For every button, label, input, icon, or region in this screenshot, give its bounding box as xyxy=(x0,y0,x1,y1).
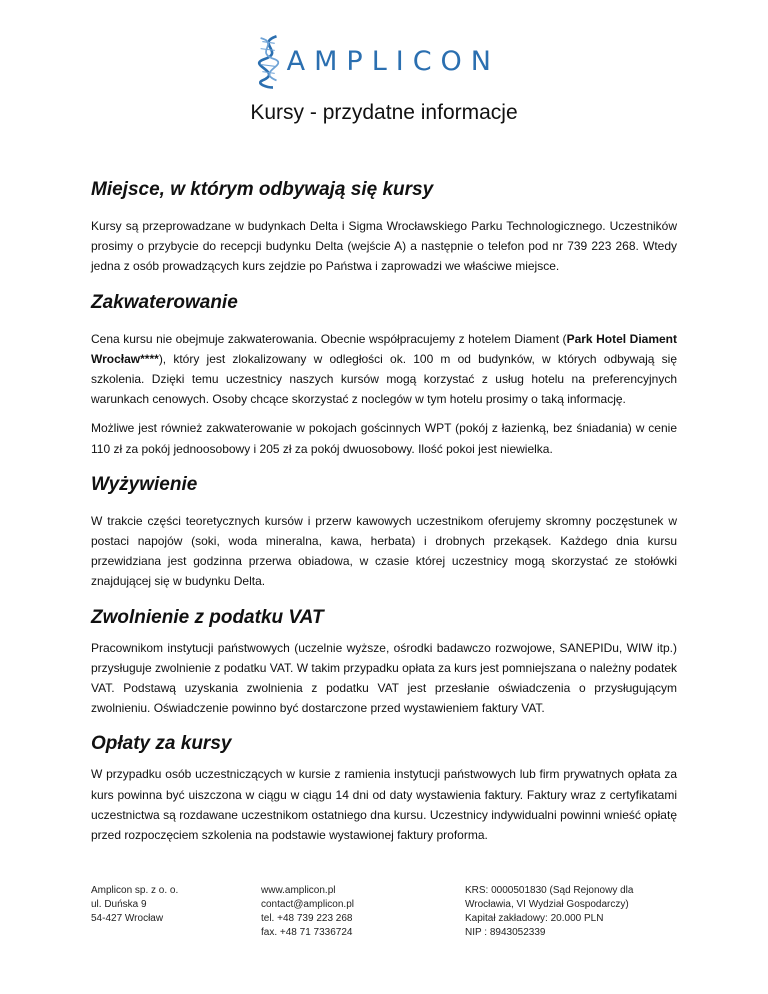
section-heading: Miejsce, w którym odbywają się kursy xyxy=(91,179,434,200)
footer-email-link[interactable]: contact@amplicon.pl xyxy=(261,899,354,910)
footer-line: Amplicon sp. z o. o. xyxy=(91,885,179,896)
footer-line: NIP : 8943052339 xyxy=(465,927,546,938)
text-run: Cena kursu nie obejmuje zakwaterowania. Obecnie współpracujemy z hotelem Diament ( xyxy=(91,331,567,346)
section-heading: Zakwaterowanie xyxy=(91,291,238,313)
section-fees xyxy=(91,732,677,845)
dna-helix-icon xyxy=(250,29,291,93)
section-heading: Zwolnienie z podatku VAT xyxy=(91,606,324,628)
section-catering xyxy=(91,473,677,592)
footer-company xyxy=(91,884,178,926)
text-run: ), który jest zlokalizowany w odległości ok. 100 m od budynków, w których odbywają się szkolenia. Dzięki temu uczestnicy naszych kursów mogą korzystać z usług hotelu na preferencyjnych warunkach cenowych. Osoby chcące skorzystać z noclegów w tym hotelu prosimy o taką informację. xyxy=(91,351,677,407)
hotel-name: Park Hotel Diament Wrocław**** xyxy=(91,331,677,366)
paragraph: Pracownikom instytucji państwowych (uczelnie wyższe, ośrodki badawczo rozwojowe, SANEPIDu, WIW itp.) przysługuje zwolnienie z podatku VAT. W takim przypadku opłata za kurs jest pomniejszana o należny podatek VAT. Podstawą uzyskania zwolnienia z podatku VAT jest przesłanie oświadczenia o przysługującym zwolnieniu. Oświadczenie powinno być dostarczone przed wystawieniem faktury VAT. xyxy=(91,640,677,716)
paragraph: Kursy są przeprowadzane w budynkach Delta i Sigma Wrocławskiego Parku Technologicznego. Uczestników prosimy o przybycie do recepcji budynku Delta (wejście A) a następnie o telefon pod nr 739 223 268. Wtedy jedna z osób prowadzących kurs zejdzie po Państwa i zaprowadzi we właściwe miejsce. xyxy=(91,219,677,274)
content xyxy=(91,178,677,859)
footer-line: fax. +48 71 7336724 xyxy=(261,927,353,938)
logo-text: AMPLICON xyxy=(286,45,500,77)
paragraph xyxy=(91,329,677,410)
amplicon-logo xyxy=(250,26,500,96)
footer-line: ul. Duńska 9 xyxy=(91,899,147,910)
page-title: Kursy - przydatne informacje xyxy=(250,101,518,124)
footer-line: tel. +48 739 223 268 xyxy=(261,913,353,924)
footer-line: Wrocławia, VI Wydział Gospodarczy) xyxy=(465,899,629,910)
footer-line: KRS: 0000501830 (Sąd Rejonowy dla xyxy=(465,885,634,896)
section-heading: Opłaty za kursy xyxy=(91,733,232,755)
section-vat-exemption xyxy=(91,606,677,719)
section-venue xyxy=(91,178,677,277)
paragraph: W przypadku osób uczestniczących w kursie z ramienia instytucji państwowych lub firm prywatnych opłata za kurs powinna być uiszczona w ciągu w ciągu 14 dni od daty wystawienia faktury. Faktury wraz z certyfikatami uczestnictwa są rozdawane uczestnikom ostatniego dna kursu. Uczestnicy indywidualni powinni wnieść opłatę przed rozpoczęciem szkolenia na podstawie wystawionej faktury proforma. xyxy=(91,767,677,843)
footer-website-link[interactable]: www.amplicon.pl xyxy=(261,885,336,896)
footer-line: Kapitał zakładowy: 20.000 PLN xyxy=(465,913,604,924)
footer-contact xyxy=(261,884,354,940)
section-accommodation xyxy=(91,291,677,459)
paragraph: W trakcie części teoretycznych kursów i przerw kawowych uczestnikom oferujemy skromny poczęstunek w postaci napojów (soki, woda mineralna, kawa, herbata) i drobnych przekąsek. Każdego dnia kursu przewidziana jest godzinna przerwa obiadowa, w czasie której uczestnicy mogą skorzystać ze stołówki znajdującej się w budynku Delta. xyxy=(91,513,677,589)
footer-registry xyxy=(465,884,633,940)
section-heading: Wyżywienie xyxy=(91,473,198,495)
footer-line: 54-427 Wrocław xyxy=(91,913,164,924)
paragraph: Możliwe jest również zakwaterowanie w pokojach gościnnych WPT (pokój z łazienką, bez śniadania) w cenie 110 zł za pokój jednoosobowy i 205 zł za pokój dwuosobowy. Ilość pokoi jest niewielka. xyxy=(91,421,677,456)
